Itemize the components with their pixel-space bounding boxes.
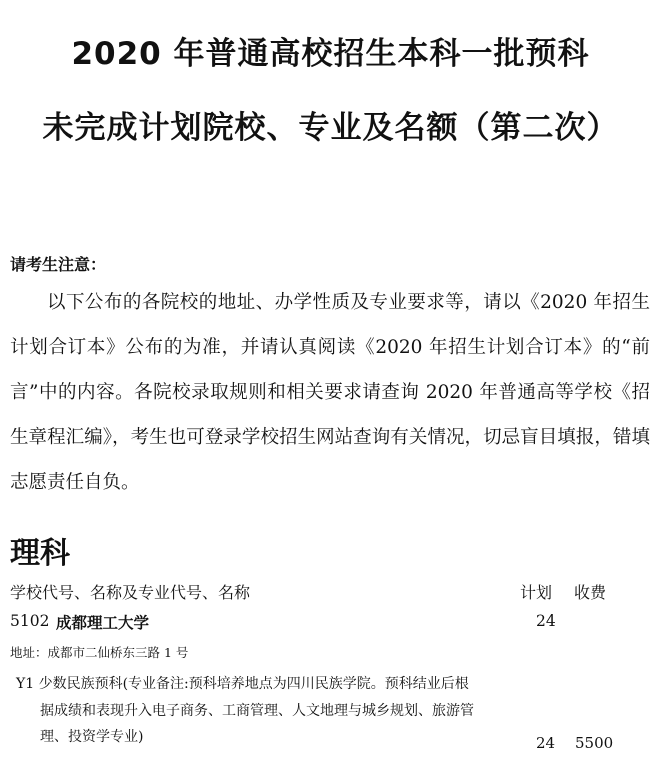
table-header-school: 学校代号、名称及专业代号、名称 xyxy=(10,583,251,602)
notice-label: 请考生注意： xyxy=(10,255,107,274)
major-fee: 5500 xyxy=(575,734,614,752)
school-code: 5102 xyxy=(10,612,50,630)
major-line-1: Y1 少数民族预科(专业备注:预科培养地点为四川民族学院。预科结业后根 xyxy=(16,676,469,692)
major-line-2: 据成绩和表现升入电子商务、工商管理、人文地理与城乡规划、旅游管 xyxy=(40,702,474,719)
major-line-3: 理、投资学专业) xyxy=(40,729,144,745)
table-header-fee: 收费 xyxy=(574,583,607,602)
school-address: 地址：成都市二仙桥东三路 1 号 xyxy=(10,645,189,660)
notice-text: 以下公布的各院校的地址、办学性质及专业要求等，请以《2020 年招生计划合订本》公布的为准，并请认真阅读《2020 年招生计划合订本》的“前言”中的内容。各院校录取规则和相关要求请查询 2020 年普通高等学校《招生章程汇编》，考生也可登录学校招生网站查询有关情况，切忌盲目填报，错填志愿责任自负。 xyxy=(10,292,650,493)
notice-paragraph xyxy=(10,280,650,505)
school-plan: 24 xyxy=(536,612,556,630)
major-plan: 24 xyxy=(536,734,556,752)
document-title-line1: 2020 年普通高校招生本科一批预科 xyxy=(71,36,590,72)
major-entry xyxy=(16,671,516,751)
section-heading: 理科 xyxy=(10,536,70,571)
document-title-line2: 未完成计划院校、专业及名额（第二次） xyxy=(42,110,619,146)
school-name: 成都理工大学 xyxy=(56,614,150,632)
table-header-plan: 计划 xyxy=(520,583,553,602)
